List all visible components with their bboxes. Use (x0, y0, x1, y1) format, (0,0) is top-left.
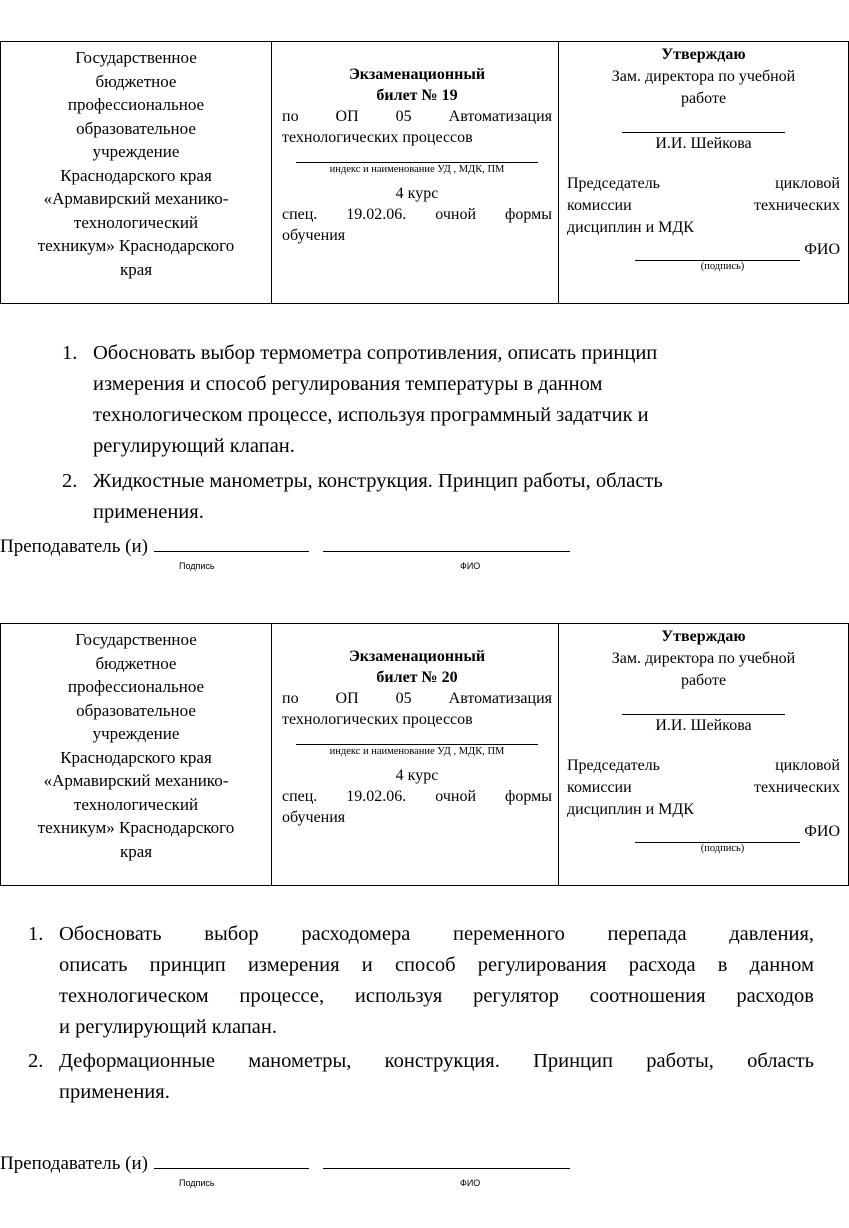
institution-line: Краснодарского края (60, 747, 212, 767)
subject-line: технологических процессов (282, 711, 473, 728)
teacher-label: Преподаватель (и) (0, 1153, 148, 1174)
approval-cell (559, 624, 849, 886)
chair-signature-row (567, 239, 840, 261)
question-line: описать принцип измерения и способ регулирования расхода в данном (59, 954, 814, 976)
spec-line: обучения (282, 809, 346, 826)
approver-signature-line (622, 110, 785, 133)
institution-line: образовательное (76, 700, 196, 720)
approve-role: работе (680, 672, 727, 689)
ticket-number: билет № 19 (376, 87, 458, 104)
signature-caption: (подпись) (700, 261, 745, 272)
approver-name: И.И. Шейкова (655, 135, 752, 152)
teacher-label: Преподаватель (и) (0, 536, 148, 557)
ticket-header-table (0, 623, 849, 886)
chair-line: дисциплин и МДК (567, 219, 694, 236)
chair-line: Председатель цикловой (567, 175, 840, 192)
question-line: технологическом процессе, используя программный задатчик и (93, 404, 649, 426)
teacher-signature-row (0, 1150, 570, 1175)
chair-line: комиссии технических (567, 197, 840, 214)
institution-line: технологический (73, 794, 199, 814)
approve-title: Утверждаю (661, 628, 746, 645)
fio-label: ФИО (804, 241, 840, 258)
subject-line: технологических процессов (282, 129, 473, 146)
institution-line: учреждение (92, 142, 180, 161)
approve-role: Зам. директора по учебной (611, 68, 796, 85)
subject-line: по ОП 05 Автоматизация (282, 108, 552, 125)
question-line: Обосновать выбор термометра сопротивления, описать принцип (93, 342, 658, 364)
institution-line: края (119, 841, 153, 861)
signature-label: Подпись (179, 1178, 215, 1188)
ticket-title: Экзаменационный (348, 66, 486, 83)
institution-line: профессиональное (67, 677, 205, 696)
signature-caption: (подпись) (700, 843, 745, 854)
spec-line: обучения (282, 227, 346, 244)
name-label: ФИО (460, 1178, 481, 1188)
question-line: технологическом процессе, используя регулятор соотношения расходов (59, 985, 814, 1007)
question-line: применения. (59, 1081, 170, 1103)
approve-title: Утверждаю (661, 46, 746, 63)
course: 4 курс (395, 767, 439, 784)
institution-line: технологический (73, 212, 199, 232)
teacher-signature-line (154, 533, 309, 552)
name-label: ФИО (460, 561, 481, 571)
question-line: измерения и способ регулирования температуры в данном (93, 373, 603, 395)
approver-signature-line (622, 692, 785, 715)
course: 4 курс (395, 185, 439, 202)
question-number: 2. (28, 1050, 44, 1072)
question-line: применения. (93, 501, 204, 523)
approver-name: И.И. Шейкова (655, 717, 752, 734)
approval-cell (559, 42, 849, 304)
ticket-info-cell (272, 624, 559, 886)
index-caption: индекс и наименование УД , МДК, ПМ (329, 746, 505, 757)
chair-signature-line (635, 240, 800, 261)
question-line: и регулирующий клапан. (59, 1016, 277, 1038)
question-item (62, 466, 807, 528)
question-list (62, 338, 807, 528)
institution-line: Государственное (75, 630, 197, 649)
chair-line: Председатель цикловой (567, 757, 840, 774)
teacher-signature-row (0, 533, 570, 558)
spec-line: спец. 19.02.06. очной формы (282, 788, 552, 805)
institution-line: бюджетное (95, 653, 177, 673)
approve-role: Зам. директора по учебной (611, 650, 796, 667)
index-caption: индекс и наименование УД , МДК, ПМ (329, 164, 505, 175)
institution-line: учреждение (92, 724, 180, 743)
institution-line: Краснодарского края (60, 165, 212, 185)
chair-line: дисциплин и МДК (567, 801, 694, 818)
subject-line: по ОП 05 Автоматизация (282, 690, 552, 707)
question-item (28, 1046, 814, 1108)
question-item (28, 919, 814, 1043)
chair-signature-row (567, 821, 840, 843)
institution-line: «Армавирский механико- (43, 189, 229, 208)
ticket-number: билет № 20 (376, 669, 458, 686)
institution-line: края (119, 259, 153, 279)
teacher-name-line (323, 533, 570, 552)
chair-signature-line (635, 822, 800, 843)
spec-line: спец. 19.02.06. очной формы (282, 206, 552, 223)
question-line: Деформационные манометры, конструкция. Принцип работы, область (59, 1050, 814, 1072)
question-number: 1. (62, 342, 78, 364)
chair-line: комиссии технических (567, 779, 840, 796)
question-number: 1. (28, 923, 44, 945)
question-list (28, 919, 814, 1108)
ticket-title: Экзаменационный (348, 648, 486, 665)
institution-line: бюджетное (95, 71, 177, 91)
ticket-info-cell (272, 42, 559, 304)
question-line: Жидкостные манометры, конструкция. Принцип работы, область (93, 470, 663, 492)
institution-line: техникум» Краснодарского (37, 236, 235, 255)
institution-cell (1, 624, 272, 886)
institution-cell (1, 42, 272, 304)
institution-line: образовательное (76, 118, 196, 138)
institution-line: Государственное (75, 48, 197, 67)
ticket-header-table (0, 41, 849, 304)
signature-label: Подпись (179, 561, 215, 571)
question-line: Обосновать выбор расходомера переменного перепада давления, (59, 923, 814, 945)
question-item (62, 338, 807, 462)
institution-line: профессиональное (67, 95, 205, 114)
question-number: 2. (62, 470, 78, 492)
fio-label: ФИО (804, 823, 840, 840)
teacher-signature-line (154, 1150, 309, 1169)
institution-line: «Армавирский механико- (43, 771, 229, 790)
teacher-name-line (323, 1150, 570, 1169)
approve-role: работе (680, 90, 727, 107)
question-line: регулирующий клапан. (93, 435, 295, 457)
institution-line: техникум» Краснодарского (37, 818, 235, 837)
